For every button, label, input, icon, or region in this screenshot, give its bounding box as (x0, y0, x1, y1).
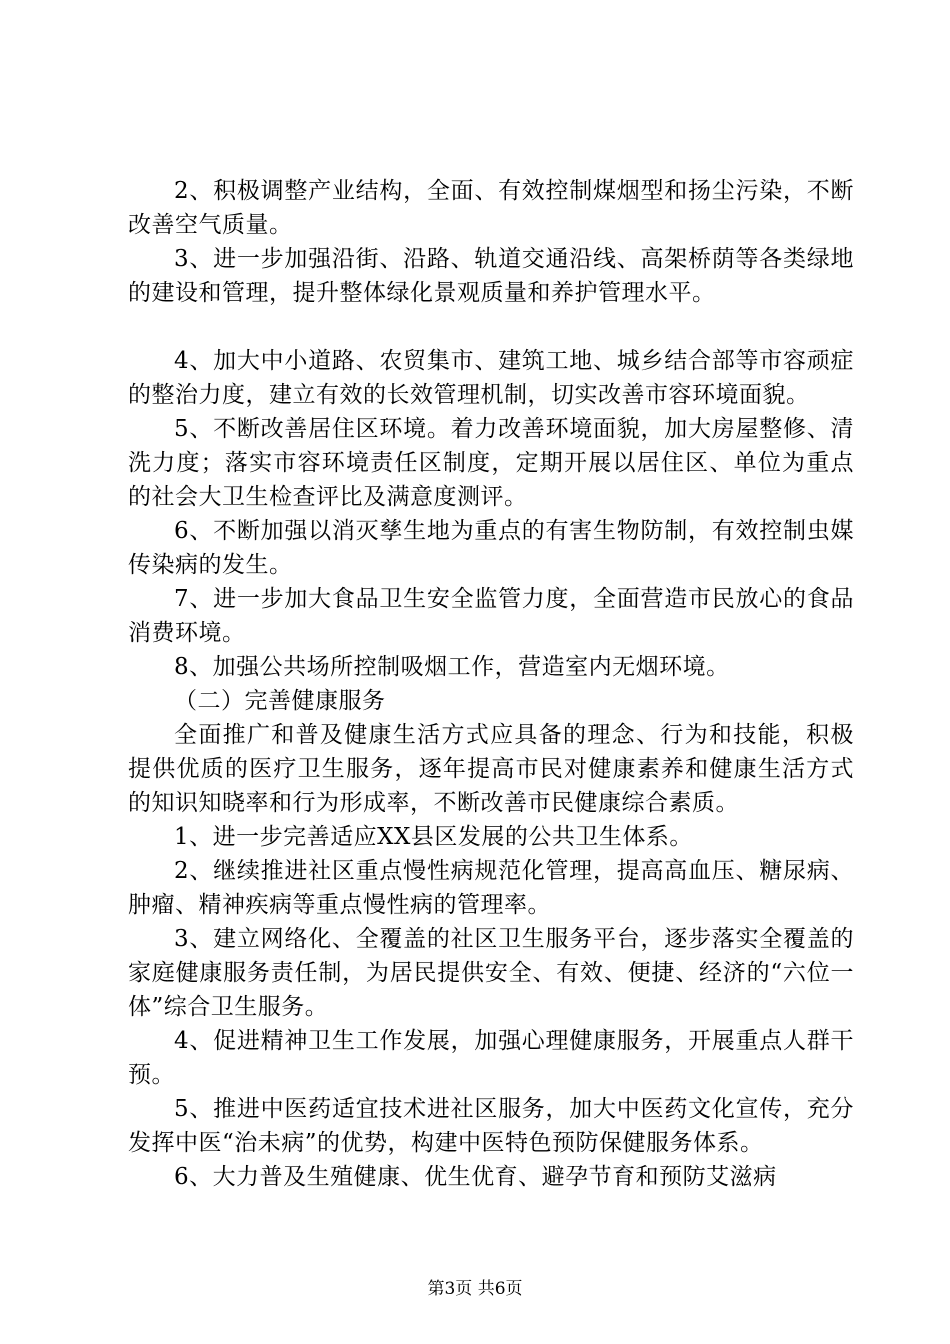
section-intro: 全面推广和普及健康生活方式应具备的理念、行为和技能，积极提供优质的医疗卫生服务，逐年提高市民对健康素养和健康生活方式的知识知晓率和行为形成率，不断改善市民健康综合素质。 (128, 722, 854, 816)
health-item-1: 1、进一步完善适应XX县区发展的公共卫生体系。 (174, 824, 693, 850)
paragraph-item-5: 5、不断改善居住区环境。着力改善环境面貌，加大房屋整修、清洗力度；落实市容环境责任区制度，定期开展以居住区、单位为重点的社会大卫生检查评比及满意度测评。 (128, 416, 854, 510)
health-item-2: 2、继续推进社区重点慢性病规范化管理，提高高血压、糖尿病、肿瘤、精神疾病等重点慢性病的管理率。 (128, 858, 854, 918)
health-item-3: 3、建立网络化、全覆盖的社区卫生服务平台，逐步落实全覆盖的家庭健康服务责任制，为居民提供安全、有效、便捷、经济的“六位一体”综合卫生服务。 (128, 926, 854, 1020)
page-footer: 第3页 共6页 (427, 1279, 523, 1299)
paragraph-item-2: 2、积极调整产业结构，全面、有效控制煤烟型和扬尘污染，不断改善空气质量。 (128, 178, 854, 238)
health-item-6: 6、大力普及生殖健康、优生优育、避孕节育和预防艾滋病 (174, 1164, 777, 1190)
paragraph-item-3: 3、进一步加强沿街、沿路、轨道交通沿线、高架桥荫等各类绿地的建设和管理，提升整体绿化景观质量和养护管理水平。 (128, 246, 854, 306)
paragraph-item-6: 6、不断加强以消灭孳生地为重点的有害生物防制，有效控制虫媒传染病的发生。 (128, 518, 854, 578)
paragraph-gap (128, 310, 854, 344)
section-heading: （二）完善健康服务 (174, 688, 386, 714)
paragraph-item-8: 8、加强公共场所控制吸烟工作，营造室内无烟环境。 (174, 654, 730, 680)
health-item-5: 5、推进中医药适宜技术进社区服务，加大中医药文化宣传，充分发挥中医“治未病”的优势，构建中医特色预防保健服务体系。 (128, 1096, 854, 1156)
paragraph-item-4: 4、加大中小道路、农贸集市、建筑工地、城乡结合部等市容顽症的整治力度，建立有效的长效管理机制，切实改善市容环境面貌。 (128, 348, 854, 408)
document-body (128, 174, 854, 1194)
health-item-4: 4、促进精神卫生工作发展，加强心理健康服务，开展重点人群干预。 (128, 1028, 854, 1088)
paragraph-item-7: 7、进一步加大食品卫生安全监管力度，全面营造市民放心的食品消费环境。 (128, 586, 854, 646)
